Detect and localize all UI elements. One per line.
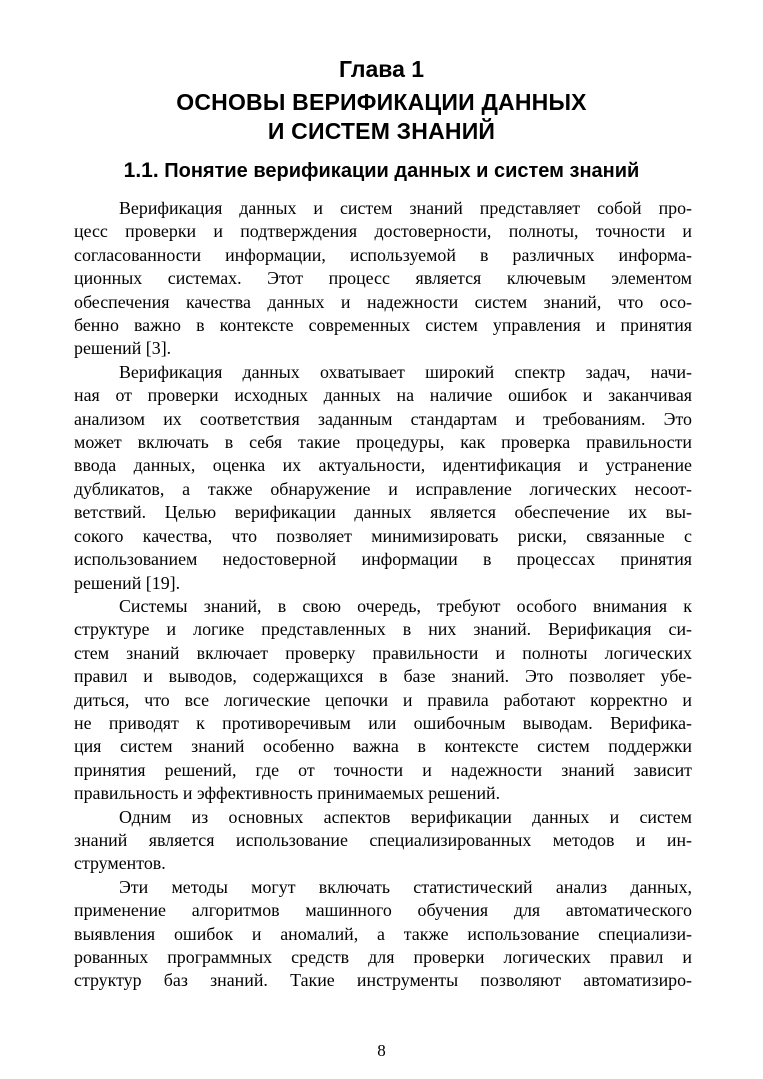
text-line: согласованности информации, используемой в различных информа- <box>74 244 692 265</box>
text-line: принятия решений, где от точности и надежности знаний зависит <box>74 759 692 780</box>
paragraph <box>74 876 692 993</box>
paragraph <box>74 806 692 876</box>
text-line: может включать в себя такие процедуры, как проверка правильности <box>74 432 692 453</box>
text-line: Эти методы могут включать статистический анализ данных, <box>119 876 692 897</box>
text-line: бенно важно в контексте современных систем управления и принятия <box>74 315 692 336</box>
section-heading <box>0 156 763 186</box>
text-line: ветствий. Целью верификации данных является обеспечение их вы- <box>74 502 692 523</box>
text-line: использованием недостоверной информации в процессах принятия <box>74 549 692 570</box>
text-line: Верификация данных и систем знаний представляет собой про- <box>119 198 692 218</box>
text-line: Одним из основных аспектов верификации данных и систем <box>119 806 692 827</box>
text-line: ционных системах. Этот процесс является ключевым элементом <box>74 268 692 289</box>
text-line: обеспечения качества данных и надежности систем знаний, что осо- <box>74 291 692 312</box>
text-line: ция систем знаний особенно важна в контексте систем поддержки <box>74 736 692 757</box>
text-line: анализом их соответствия заданным стандартам и требованиям. Это <box>74 408 692 429</box>
chapter-title-line-1: ОСНОВЫ ВЕРИФИКАЦИИ ДАННЫХ <box>176 89 587 115</box>
text-line: струментов. <box>74 853 166 874</box>
page-number: 8 <box>377 1041 386 1060</box>
text-line: правил и выводов, содержащихся в базе знаний. Это позволяет убе- <box>74 666 692 687</box>
text-line: структуре и логике представленных в них знаний. Верификация си- <box>74 619 692 640</box>
text-line: не приводят к противоречивым или ошибочным выводам. Верифика- <box>74 712 692 733</box>
paragraph <box>74 595 692 806</box>
text-line: сокого качества, что позволяет минимизировать риски, связанные с <box>74 525 692 546</box>
text-line: Верификация данных охватывает широкий спектр задач, начи- <box>119 361 692 382</box>
chapter-label: Глава 1 <box>338 56 425 82</box>
text-line: ввода данных, оценка их актуальности, идентификация и устранение <box>74 455 692 476</box>
text-line: выявления ошибок и аномалий, а также использование специализи- <box>74 923 692 944</box>
section-title: Понятие верификации данных и систем знаний <box>164 160 640 182</box>
text-line: Системы знаний, в свою очередь, требуют особого внимания к <box>119 595 692 616</box>
text-line: стем знаний включает проверку правильности и полноты логических <box>74 642 692 663</box>
text-line: рованных программных средств для проверки логических правил и <box>74 947 692 967</box>
text-line: дубликатов, а также обнаружение и исправление логических несоот- <box>74 478 692 499</box>
text-line: диться, что все логические цепочки и правила работают корректно и <box>74 689 692 710</box>
text-line: правильность и эффективность принимаемых решений. <box>74 783 501 804</box>
body-text <box>74 197 692 993</box>
text-line: применение алгоритмов машинного обучения для автоматического <box>74 900 692 921</box>
text-line: цесс проверки и подтверждения достоверности, полноты, точности и <box>74 221 692 242</box>
text-line: структур баз знаний. Такие инструменты позволяют автоматизиро- <box>74 970 692 991</box>
text-line: знаний является использование специализированных методов и ин- <box>74 829 692 850</box>
text-line: решений [19]. <box>74 572 181 593</box>
paragraph <box>74 361 692 595</box>
section-number: 1.1. <box>123 159 159 182</box>
text-line: решений [3]. <box>74 338 172 359</box>
chapter-title-line-2: И СИСТЕМ ЗНАНИЙ <box>267 118 496 144</box>
paragraph <box>74 197 692 361</box>
text-line: ная от проверки исходных данных на наличие ошибок и заканчивая <box>74 385 692 406</box>
